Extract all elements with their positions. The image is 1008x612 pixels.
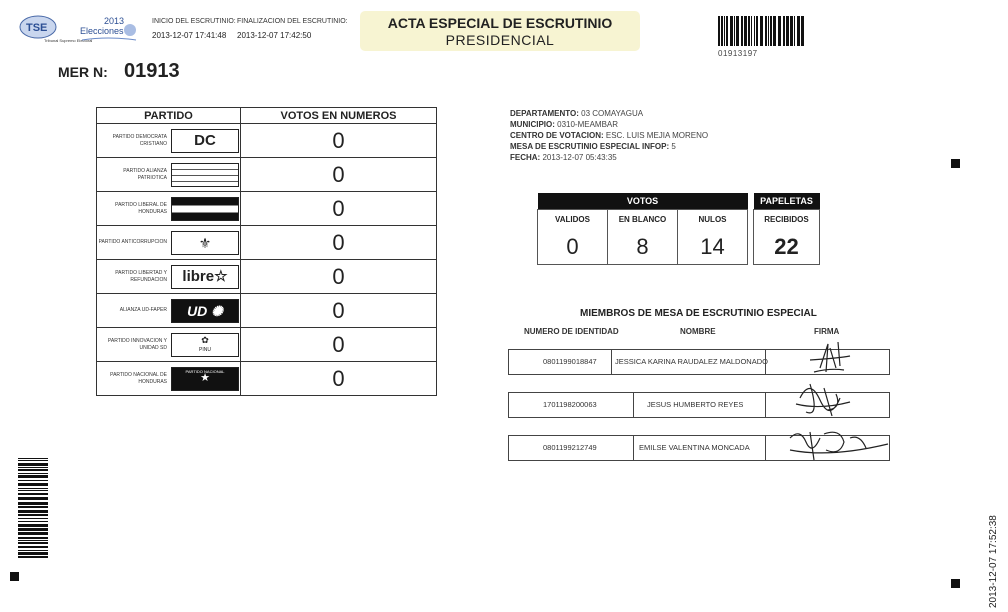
- nulos-label: NULOS: [678, 210, 748, 230]
- party-votes: 0: [241, 294, 437, 328]
- party-votes: 0: [241, 158, 437, 192]
- votes-table: [537, 193, 820, 265]
- departamento-label: DEPARTAMENTO:: [510, 109, 579, 118]
- alianza-flag-icon: [171, 163, 239, 187]
- nulos-value: 14: [678, 229, 748, 265]
- party-row: [97, 328, 437, 362]
- party-row: [97, 124, 437, 158]
- anticorrupcion-emblem-icon: ⚜: [171, 231, 239, 255]
- side-barcode-icon: [18, 458, 48, 558]
- centro-value: ESC. LUIS MEJIA MORENO: [605, 131, 709, 140]
- nacional-flag-icon: PARTIDO NACIONAL ★: [171, 367, 239, 391]
- party-table: [96, 107, 437, 396]
- svg-text:Elecciones: Elecciones: [80, 26, 124, 36]
- svg-text:2013: 2013: [104, 16, 125, 26]
- tse-logo: [18, 12, 93, 46]
- party-name: PARTIDO INNOVACION Y UNIDAD SD: [97, 328, 171, 362]
- col-id: NUMERO DE IDENTIDAD: [524, 327, 619, 336]
- svg-text:TSE: TSE: [26, 22, 48, 34]
- fin-value: 2013-12-07 17:42:50: [237, 31, 312, 40]
- member-name: JESUS HUMBERTO REYES: [647, 400, 744, 409]
- member-id: 0801199212749: [543, 443, 597, 452]
- fecha-value: 2013-12-07 05:43:35: [542, 153, 617, 162]
- party-votes: 0: [241, 226, 437, 260]
- fecha-label: FECHA:: [510, 153, 541, 162]
- party-row: [97, 158, 437, 192]
- barcode-number: 01913197: [718, 49, 758, 58]
- party-name: ALIANZA UD-FAPER: [97, 294, 171, 328]
- members-title: MIEMBROS DE MESA DE ESCRUTINIO ESPECIAL: [580, 308, 817, 319]
- col-votos: VOTOS EN NUMEROS: [241, 108, 437, 124]
- inicio-label: INICIO DEL ESCRUTINIO:: [152, 18, 236, 25]
- registration-mark-icon: [951, 579, 960, 588]
- document-title: [360, 11, 640, 51]
- svg-text:Tribunal Supremo Electoral: Tribunal Supremo Electoral: [44, 38, 93, 43]
- mer-number: 01913: [124, 60, 180, 82]
- party-row: [97, 294, 437, 328]
- member-id: 0801199018847: [543, 357, 597, 366]
- blanco-value: 8: [608, 229, 678, 265]
- municipio-label: MUNICIPIO:: [510, 120, 555, 129]
- fin-label: FINALIZACION DEL ESCRUTINIO:: [237, 18, 348, 25]
- party-name: PARTIDO DEMOCRATA CRISTIANO: [97, 124, 171, 158]
- col-partido: PARTIDO: [97, 108, 241, 124]
- title-line2: PRESIDENCIAL: [445, 32, 555, 48]
- mesa-value: 5: [671, 142, 676, 151]
- votos-header: VOTOS: [538, 193, 748, 210]
- party-name: PARTIDO NACIONAL DE HONDURAS: [97, 362, 171, 396]
- member-name: JESSICA KARINA RAUDALEZ MALDONADO: [615, 357, 768, 366]
- timestamp-stamp: 2013-12-07 17:52:38: [988, 515, 999, 608]
- party-votes: 0: [241, 260, 437, 294]
- departamento-value: 03 COMAYAGUA: [581, 109, 644, 118]
- libre-logo-icon: libre☆: [171, 265, 239, 289]
- party-row: [97, 260, 437, 294]
- mesa-label: MESA DE ESCRUTINIO ESPECIAL INFOP:: [510, 142, 670, 151]
- papeletas-header: PAPELETAS: [754, 193, 820, 210]
- col-firma: FIRMA: [814, 327, 840, 336]
- pinu-logo-icon: ✿ PINU: [171, 333, 239, 357]
- registration-mark-icon: [10, 572, 19, 581]
- title-line1: ACTA ESPECIAL DE ESCRUTINIO: [387, 15, 613, 31]
- recibidos-value: 22: [754, 229, 820, 265]
- validos-label: VALIDOS: [538, 210, 608, 230]
- ud-logo-icon: UD ✺: [171, 299, 239, 323]
- col-nombre: NOMBRE: [680, 327, 716, 336]
- party-row: [97, 226, 437, 260]
- mer-label: MER N:: [58, 64, 108, 80]
- party-name: PARTIDO ANTICORRUPCION: [97, 226, 171, 260]
- party-row: [97, 362, 437, 396]
- member-name: EMILSE VALENTINA MONCADA: [639, 443, 750, 452]
- inicio-value: 2013-12-07 17:41:48: [152, 31, 227, 40]
- party-name: PARTIDO ALIANZA PATRIOTICA: [97, 158, 171, 192]
- blanco-label: EN BLANCO: [608, 210, 678, 230]
- party-name: PARTIDO LIBERTAD Y REFUNDACION: [97, 260, 171, 294]
- registration-mark-icon: [951, 159, 960, 168]
- party-name: PARTIDO LIBERAL DE HONDURAS: [97, 192, 171, 226]
- barcode-icon: [718, 16, 802, 46]
- elecciones-logo: [78, 14, 140, 46]
- party-votes: 0: [241, 192, 437, 226]
- liberal-flag-icon: [171, 197, 239, 221]
- party-votes: 0: [241, 328, 437, 362]
- party-votes: 0: [241, 124, 437, 158]
- centro-label: CENTRO DE VOTACION:: [510, 131, 604, 140]
- party-row: [97, 192, 437, 226]
- municipio-value: 0310-MEAMBAR: [557, 120, 619, 129]
- location-info: [510, 108, 708, 163]
- dc-logo-icon: DC: [171, 129, 239, 153]
- recibidos-label: RECIBIDOS: [754, 210, 820, 230]
- party-votes: 0: [241, 362, 437, 396]
- member-id: 1701198200063: [543, 400, 597, 409]
- signature-icon: [780, 338, 900, 468]
- validos-value: 0: [538, 229, 608, 265]
